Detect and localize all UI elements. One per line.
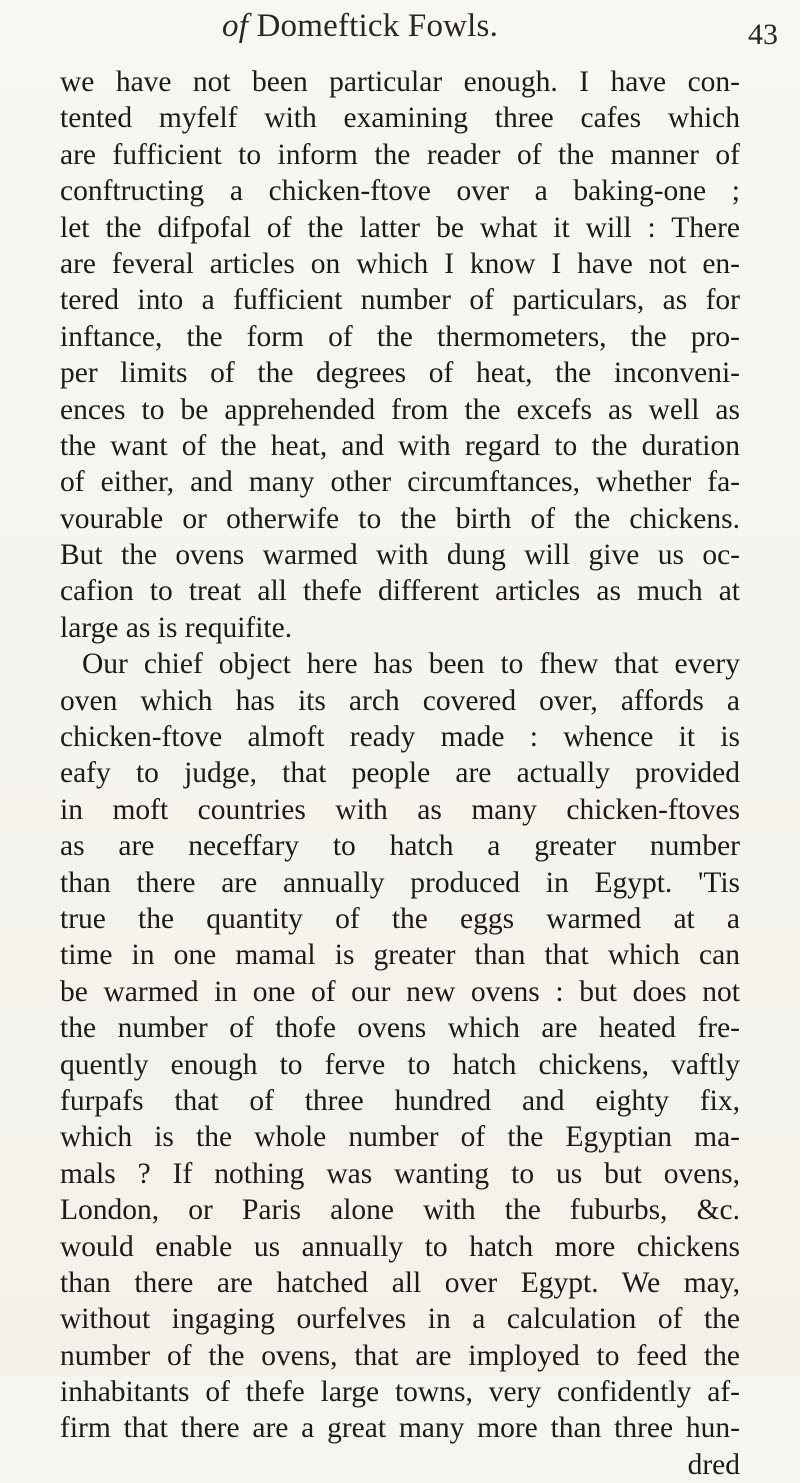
body-text	[60, 64, 740, 1483]
text-line: the number of thofe ovens which are heated fre-	[60, 1012, 740, 1045]
text-line: let the difpofal of the latter be what it will : There	[60, 211, 740, 244]
text-line: cafion to treat all thefe different articles as much at	[60, 575, 740, 608]
text-line: eafy to judge, that people are actually provided	[60, 757, 740, 790]
text-line: firm that there are a great many more than three hun-	[60, 1412, 740, 1445]
catchword: dred	[687, 1448, 740, 1481]
paragraph-start-line: Our chief object here has been to fhew that every	[82, 648, 740, 681]
text-line: than there are annually produced in Egypt. 'Tis	[60, 866, 740, 899]
text-line: the want of the heat, and with regard to the duration	[60, 429, 740, 462]
text-line: are feveral articles on which I know I have not en-	[60, 247, 740, 280]
text-line: which is the whole number of the Egyptian ma-	[60, 1121, 740, 1154]
text-line: inhabitants of thefe large towns, very confidently af-	[60, 1376, 740, 1409]
text-line: as are neceffary to hatch a greater number	[60, 830, 740, 863]
text-line: tented myfelf with examining three cafes which	[60, 102, 740, 135]
text-line: would enable us annually to hatch more chickens	[60, 1230, 740, 1263]
text-line: true the quantity of the eggs warmed at a	[60, 902, 740, 935]
text-line: per limits of the degrees of heat, the inconveni-	[60, 357, 740, 390]
text-line: time in one mamal is greater than that which can	[60, 939, 740, 972]
text-line: vourable or otherwife to the birth of the chickens.	[60, 502, 740, 535]
text-line: London, or Paris alone with the fuburbs, &c.	[60, 1194, 740, 1227]
text-line: we have not been particular enough. I have con-	[60, 66, 740, 98]
text-line: without ingaging ourfelves in a calculation of the	[60, 1303, 740, 1336]
text-line: furpafs that of three hundred and eighty fix,	[60, 1084, 740, 1117]
text-line: ences to be apprehended from the excefs as well as	[60, 393, 740, 426]
text-line: number of the ovens, that are imployed to feed the	[60, 1339, 740, 1372]
text-line: in moft countries with as many chicken-ftoves	[60, 793, 740, 826]
text-line: quently enough to ferve to hatch chickens, vaftly	[60, 1048, 740, 1081]
text-line: inftance, the form of the thermometers, the pro-	[60, 320, 740, 353]
page-header	[60, 6, 780, 58]
text-line: are fufficient to inform the reader of the manner of	[60, 138, 740, 171]
paragraph-end-line: large as is requifite.	[60, 611, 293, 644]
text-line: chicken-ftove almoft ready made : whence it is	[60, 721, 740, 754]
page-number: 43	[748, 18, 778, 51]
running-head-title: Domeftick Fowls.	[248, 8, 499, 44]
text-line: But the ovens warmed with dung will give us oc-	[60, 539, 740, 572]
text-line: of either, and many other circumftances, whether fa-	[60, 466, 740, 499]
text-line: than there are hatched all over Egypt. We may,	[60, 1266, 740, 1299]
running-head-italic: of	[222, 8, 249, 44]
text-line: tered into a fufficient number of particulars, as for	[60, 284, 740, 317]
text-line: be warmed in one of our new ovens : but does not	[60, 975, 740, 1008]
running-head	[222, 8, 498, 45]
text-line: mals ? If nothing was wanting to us but ovens,	[60, 1157, 740, 1190]
text-line: conftructing a chicken-ftove over a baking-one ;	[60, 175, 740, 208]
text-line: oven which has its arch covered over, affords a	[60, 684, 740, 717]
